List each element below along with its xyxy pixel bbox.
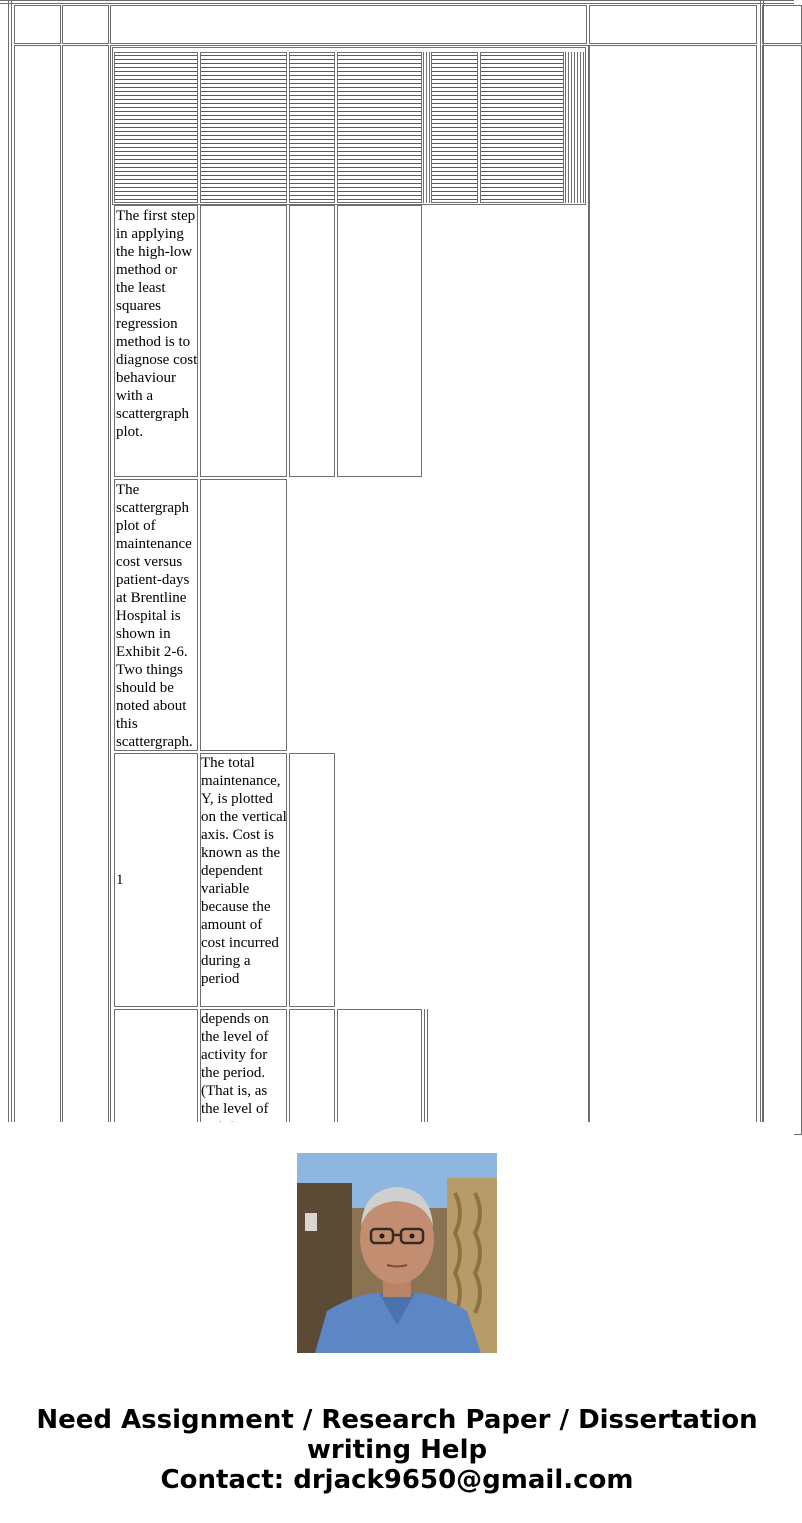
collapsed-row-col-1	[114, 52, 198, 203]
cell-empty-b	[289, 205, 335, 477]
cell-scatter-text	[114, 479, 198, 751]
outer-table-border-top	[0, 0, 794, 1]
promo-line-1: Need Assignment / Research Paper / Dissertation	[36, 1405, 758, 1435]
collapsed-row-spacer-1	[423, 52, 430, 203]
outer-table-border-right-inner	[760, 0, 761, 1122]
contact-line: Contact: drjack9650@gmail.com	[160, 1465, 634, 1495]
body-cell-4	[589, 45, 757, 1135]
header-cell-3	[110, 5, 587, 44]
collapsed-row-col-3	[289, 52, 335, 203]
body-cell-5	[762, 45, 802, 1135]
cell-empty-a	[200, 205, 287, 477]
cell-empty-e	[289, 753, 335, 1007]
header-cell-5	[762, 5, 802, 44]
item-text: The total maintenance, Y, is plotted on the vertical axis. Cost is known as the dependent variable because the amount of cost incurred during a period	[201, 755, 287, 987]
step-text: The first step in applying the high-low method or the least squares regression method is to diagnose cost behaviour with a scattergraph plot.	[116, 208, 198, 440]
footer-promo	[0, 1122, 794, 1523]
outer-table-border-left-inner	[11, 0, 12, 1122]
header-cell-2	[62, 5, 109, 44]
body-cell-2	[62, 45, 109, 1135]
collapsed-row-col-6	[480, 52, 564, 203]
header-cell-1	[14, 5, 61, 44]
continued-text: depends on the level of activity for the period. (That is, as the level of	[201, 1011, 269, 1117]
cell-empty-c	[337, 205, 422, 477]
outer-table-border-left	[8, 0, 9, 1122]
person-portrait-icon	[297, 1153, 497, 1353]
cell-item-number	[114, 753, 198, 1007]
collapsed-row-spacer-2	[565, 52, 584, 203]
promo-line-2: writing Help	[306, 1435, 488, 1465]
item-number: 1	[116, 872, 124, 888]
collapsed-row-col-2	[200, 52, 287, 203]
cell-empty-d	[200, 479, 287, 751]
scatter-text: The scattergraph plot of maintenance cost versus patient-days at Brentline Hospital is shown in Exhibit 2-6. Two things should be noted about this scattergraph.	[116, 482, 193, 750]
collapsed-row-col-4	[337, 52, 422, 203]
cell-item-text	[200, 753, 287, 1007]
body-cell-1	[14, 45, 61, 1135]
outer-table-border-top-inner	[0, 3, 794, 4]
collapsed-row-col-5	[431, 52, 478, 203]
header-cell-4	[589, 5, 757, 44]
cell-step-text	[114, 205, 198, 477]
